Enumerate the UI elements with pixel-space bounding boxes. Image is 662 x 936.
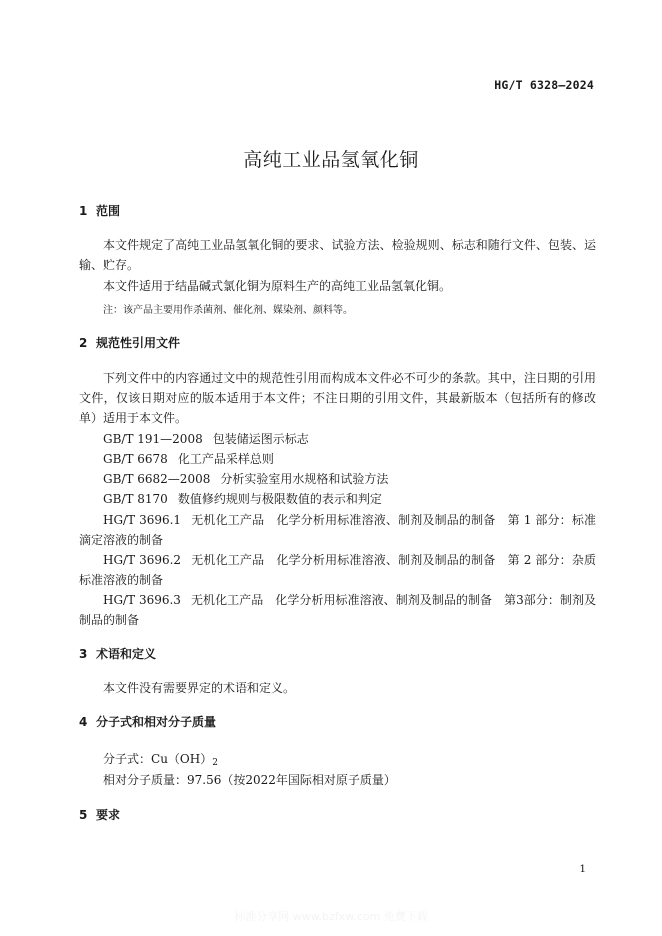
reference-title: 包装储运图示标志 bbox=[212, 432, 309, 446]
reference-item bbox=[103, 430, 309, 447]
reference-code: HG/T 3696.1 bbox=[103, 513, 182, 527]
document-title: 高纯工业品氢氧化铜 bbox=[243, 149, 419, 171]
references-intro: 下列文件中的内容通过文中的规范性引用而构成本文件必不可少的条款。其中，注日期的引用文件，仅该日期对应的版本适用于本文件；不注日期的引用文件，其最新版本（包括所有的修改单）适用于本文件。 bbox=[79, 371, 596, 425]
reference-item bbox=[79, 510, 596, 550]
section-title: 分子式和相对分子质量 bbox=[96, 715, 217, 729]
reference-title: 分析实验室用水规格和试验方法 bbox=[220, 472, 389, 486]
reference-title: 无机化工产品 化学分析用标准溶液、制剂及制品的制备 第 1 部分：标准滴定溶液的制备 bbox=[79, 513, 596, 547]
terms-paragraph: 本文件没有需要界定的术语和定义。 bbox=[103, 681, 296, 695]
reference-title: 数值修约规则与极限数值的表示和判定 bbox=[177, 492, 382, 506]
reference-title: 无机化工产品 化学分析用标准溶液、制剂及制品的制备 第 2 部分：杂质标准溶液的制备 bbox=[79, 553, 596, 587]
reference-code: GB/T 6682—2008 bbox=[103, 472, 211, 486]
reference-code: GB/T 8170 bbox=[103, 492, 168, 506]
section-number: 1 bbox=[79, 204, 88, 218]
section-4-heading bbox=[79, 713, 216, 730]
section-title: 规范性引用文件 bbox=[96, 336, 181, 350]
mass-value: 97.56 bbox=[187, 773, 222, 787]
reference-item bbox=[103, 490, 382, 507]
section-title: 要求 bbox=[96, 808, 121, 822]
relative-molecular-mass bbox=[103, 771, 396, 788]
reference-item bbox=[103, 450, 274, 467]
scope-paragraph: 本文件规定了高纯工业品氢氧化铜的要求、试验方法、检验规则、标志和随行文件、包装、运输、贮存。 bbox=[79, 238, 596, 272]
watermark: 标准分享网 www.bzfxw.com 免费下载 bbox=[234, 910, 428, 923]
mass-label: 相对分子质量： bbox=[103, 773, 188, 787]
section-number: 4 bbox=[79, 715, 88, 729]
reference-item bbox=[79, 550, 596, 590]
formula-value: Cu（OH） bbox=[151, 752, 213, 766]
section-3-heading bbox=[79, 645, 156, 662]
section-number: 3 bbox=[79, 647, 88, 661]
section-number: 2 bbox=[79, 336, 88, 350]
molecular-formula bbox=[103, 750, 218, 768]
section-1-heading bbox=[79, 202, 120, 219]
reference-item bbox=[103, 470, 388, 487]
reference-code: GB/T 6678 bbox=[103, 452, 168, 466]
section-title: 术语和定义 bbox=[96, 647, 157, 661]
formula-subscript: 2 bbox=[212, 758, 218, 768]
reference-title: 无机化工产品 化学分析用标准溶液、制剂及制品的制备 第3部分：制剂及制品的制备 bbox=[79, 593, 597, 627]
section-2-heading bbox=[79, 334, 180, 351]
reference-code: HG/T 3696.3 bbox=[103, 593, 181, 607]
section-title: 范围 bbox=[96, 204, 121, 218]
applicability-paragraph: 本文件适用于结晶碱式氯化铜为原料生产的高纯工业品氢氧化铜。 bbox=[103, 279, 452, 293]
reference-item bbox=[79, 590, 596, 630]
document-number: HG/T 6328—2024 bbox=[494, 78, 594, 92]
scope-note: 注：该产品主要用作杀菌剂、催化剂、媒染剂、颜料等。 bbox=[103, 305, 353, 316]
section-number: 5 bbox=[79, 808, 88, 822]
formula-label: 分子式： bbox=[103, 752, 152, 766]
reference-code: GB/T 191—2008 bbox=[103, 432, 203, 446]
reference-code: HG/T 3696.2 bbox=[103, 553, 182, 567]
page-number: 1 bbox=[579, 863, 586, 875]
section-5-heading bbox=[79, 806, 120, 823]
reference-title: 化工产品采样总则 bbox=[177, 452, 274, 466]
mass-note: （按2022年国际相对原子质量） bbox=[221, 773, 396, 787]
